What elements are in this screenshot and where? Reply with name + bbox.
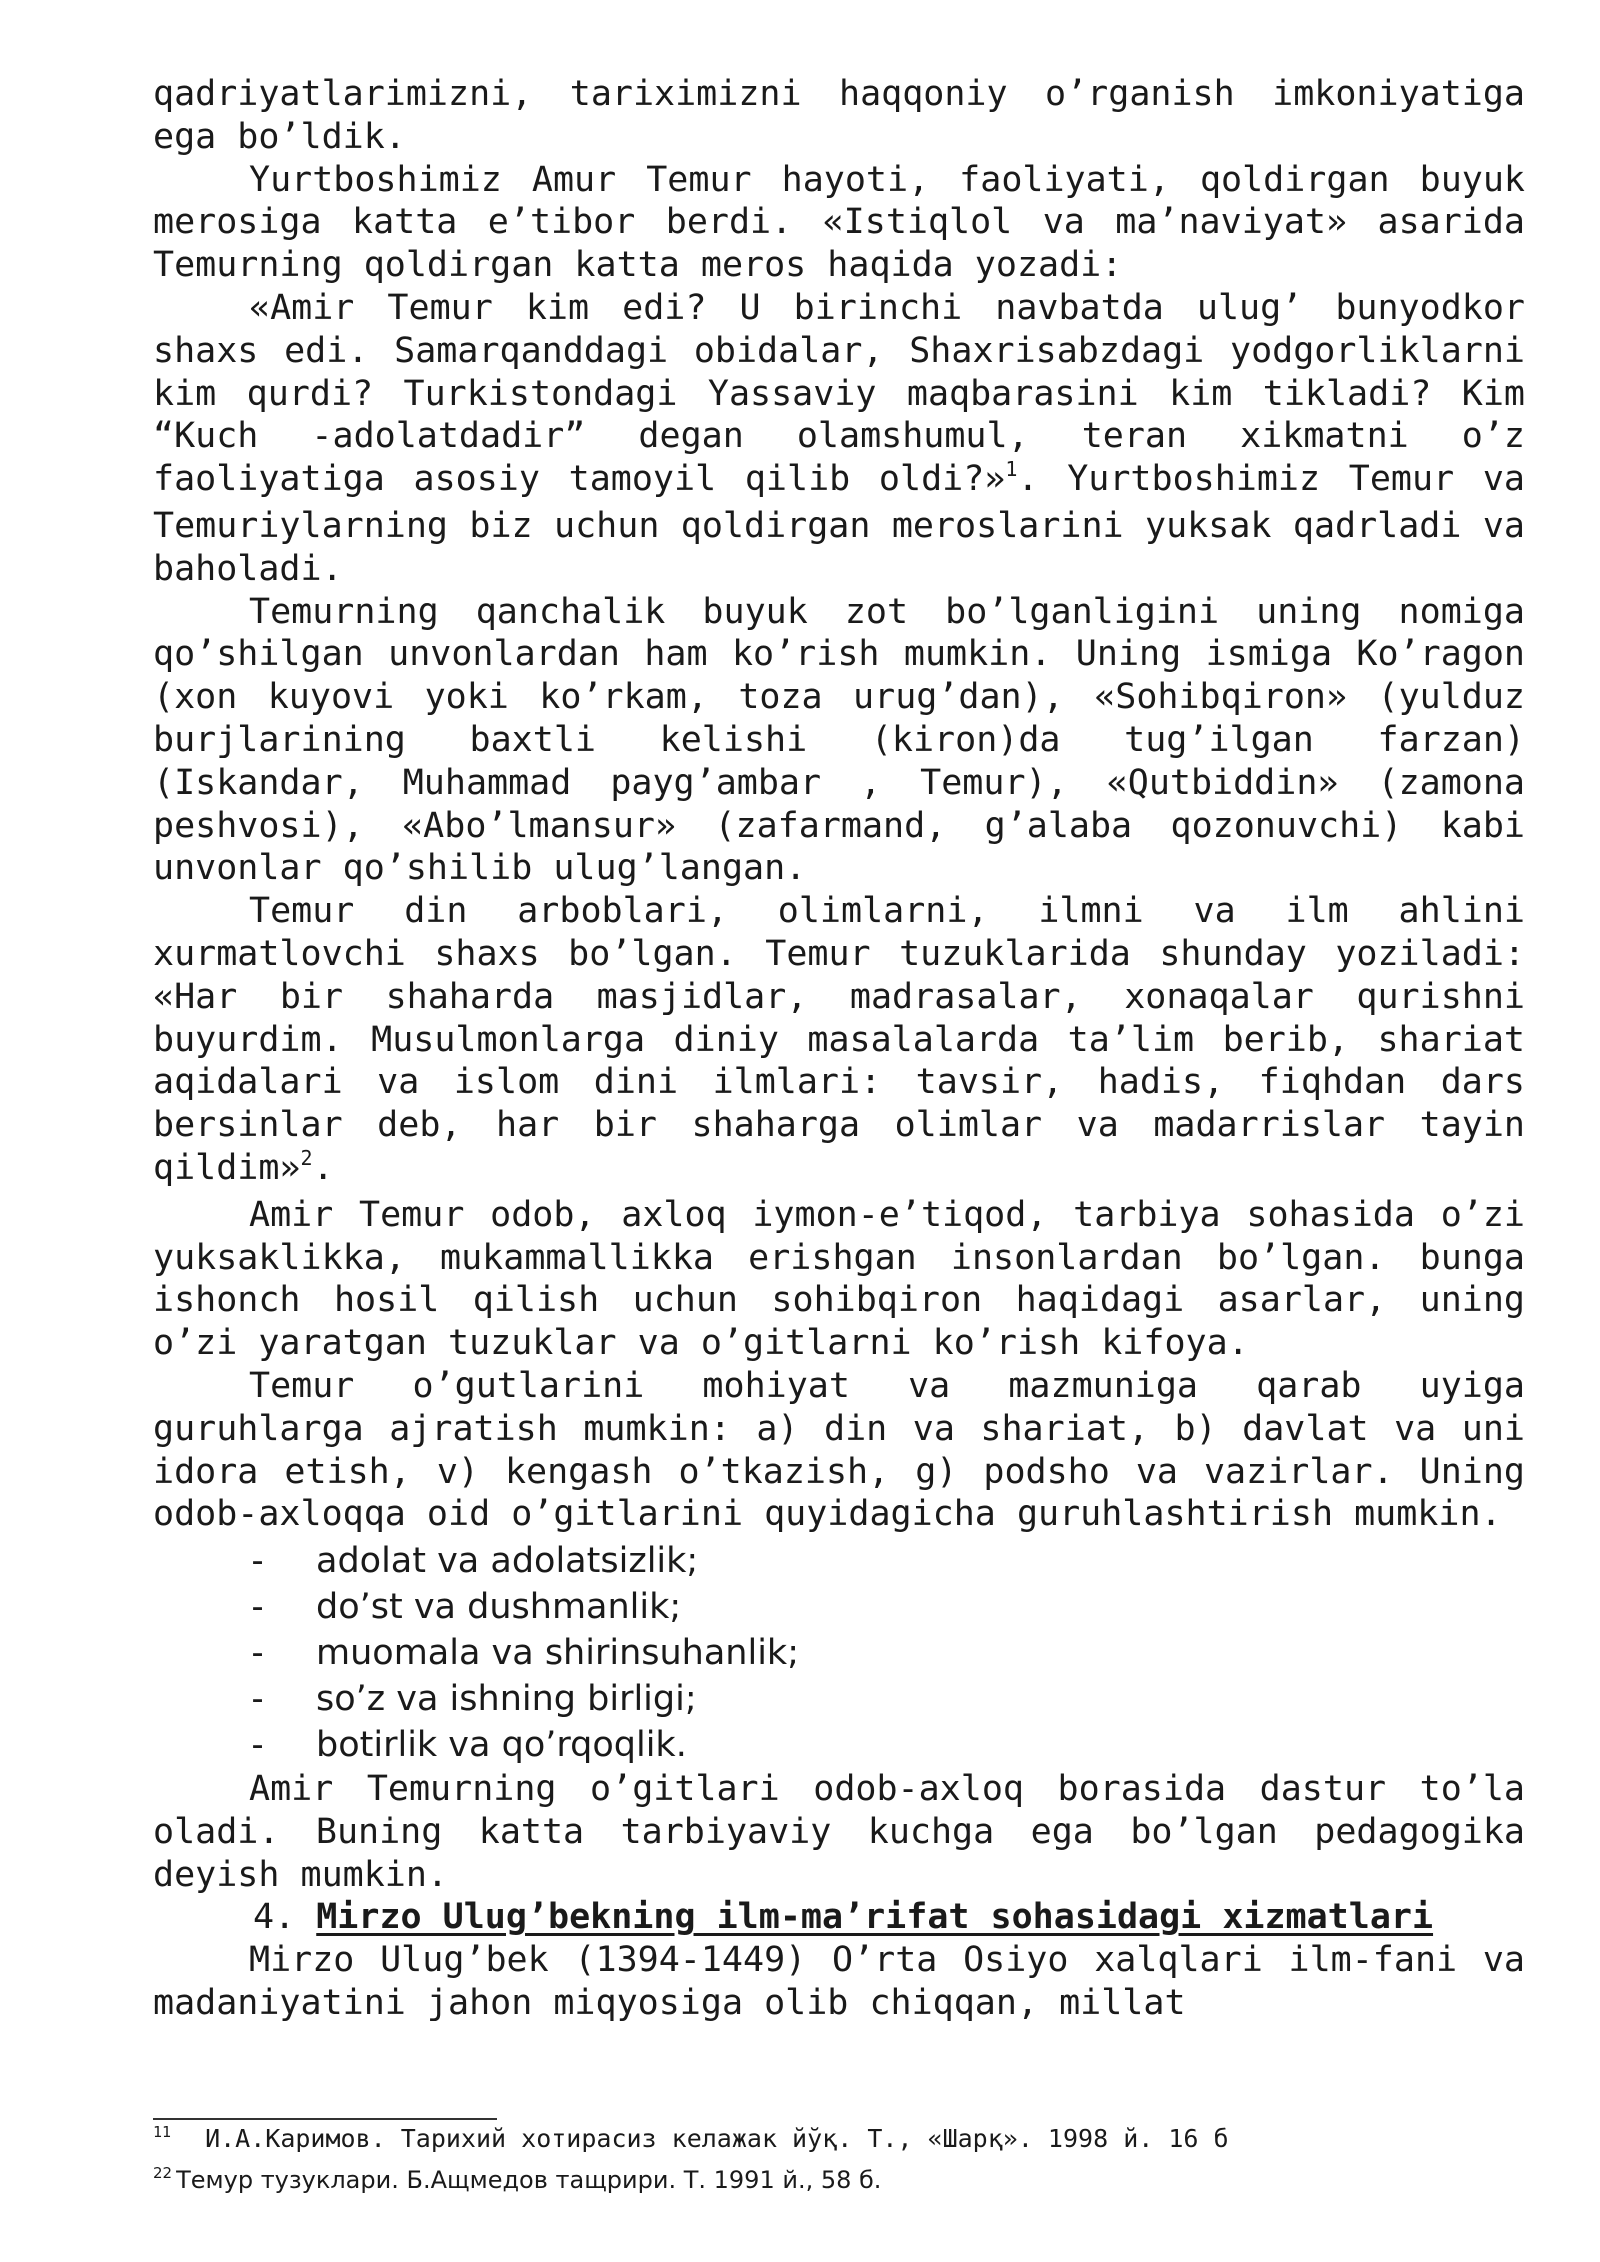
paragraph-continuation: qadriyatlarimizni, tariximizni haqqoniy o’rganish imkoniyatiga ega bo’ldik.	[153, 74, 1525, 157]
footnote-2	[153, 2165, 881, 2198]
footnote-mark: 22	[153, 2164, 173, 2182]
paragraph-din-arboblari	[153, 890, 1525, 1194]
footnote-ref-2[interactable]: 2	[300, 1145, 313, 1170]
footnote-mark: 11	[153, 2123, 172, 2141]
quote-tail: . Yurtboshimiz Temur va Temuriylarning biz uchun qoldirgan meroslarini yuksak qadrladi va baholadi.	[153, 459, 1525, 589]
list-item-text: so’z va ishning birligi;	[316, 1679, 697, 1720]
footnote-text: И.А.Каримов. Тарихий хотирасиз келажак йўқ. Т., «Шарқ». 1998 й. 16 б	[205, 2124, 1229, 2153]
paragraph-text: Temur din arboblari, olimlarni, ilmni va ilm ahlini xurmatlovchi shaxs bo’lgan. Temur tuzuklarida shunday yoziladi: «Har bir shaharda masjidlar, madrasalar, xonaqalar qurishni buyurdim. Musulmonlarga diniy masalalarda ta’lim berib, shariat aqidalari va islom dini ilmlari: tavsir, hadis, fiqhdan dars bersinlar deb, har bir shaharga olimlar va madarrislar tayin qildim»	[153, 891, 1525, 1188]
footnote-text: Темур тузуклари. Б.Ащмедов тащрири. Т. 1991 й., 58 б.	[176, 2166, 882, 2194]
quote-text: «Amir Temur kim edi? U birinchi navbatda ulug’ bunyodkor shaxs edi. Samarqanddagi obidalar, Shaxrisabzdagi yodgorliklarni kim qurdi? Turkistondagi Yassaviy maqbarasini kim tikladi? Kim “Kuch -adolatdadir” degan olamshumul, teran xikmatni o’z faoliyatiga asosiy tamoyil qilib oldi?»	[153, 287, 1525, 500]
paragraph-yurtboshimiz: Yurtboshimiz Amur Temur hayoti, faoliyati, qoldirgan buyuk merosiga katta e’tibor berdi. «Istiqlol va ma’naviyat» asarida Temurning qoldirgan katta meros haqida yozadi:	[153, 159, 1525, 286]
list-item-text: adolat va adolatsizlik;	[316, 1541, 699, 1582]
dash-marker: -	[247, 1541, 269, 1582]
section-heading	[153, 1896, 1525, 1939]
paragraph-odob-axloq: Amir Temur odob, axloq iymon-e’tiqod, tarbiya sohasida o’zi yuksaklikka, mukammallikka erishgan insonlardan bo’lgan. bunga ishonch hosil qilish uchun sohibqiron haqidagi asarlar, uning o’zi yaratgan tuzuklar va o’gitlarni ko’rish kifoya.	[153, 1194, 1525, 1364]
list-item-text: do’st va dushmanlik;	[316, 1587, 682, 1628]
footnote-separator	[153, 2118, 497, 2120]
list-item-text: muomala va shirinsuhanlik;	[316, 1633, 799, 1674]
list-item	[153, 1676, 1525, 1722]
list-item	[153, 1722, 1525, 1768]
paragraph-unvonlar: Temurning qanchalik buyuk zot bo’lganligini uning nomiga qo’shilgan unvonlardan ham ko’rish mumkin. Uning ismiga Ko’ragon (xon kuyovi yoki ko’rkam, toza urug’dan), «Sohibqiron» (yulduz burjlarining baxtli kelishi (kiron)da tug’ilgan farzan) (Iskandar, Muhammad payg’ambar , Temur), «Qutbiddin» (zamona peshvosi), «Abo’lmansur» (zafarmand, g’alaba qozonuvchi) kabi unvonlar qo’shilib ulug’langan.	[153, 591, 1525, 889]
dash-marker: -	[247, 1725, 269, 1766]
paragraph-ogitlar-dastur: Amir Temurning o’gitlari odob-axloq borasida dastur to’la oladi. Buning katta tarbiyaviy kuchga ega bo’lgan pedagogika deyish mumkin.	[153, 1769, 1525, 1895]
paragraph-end: .	[312, 1147, 334, 1188]
document-page	[153, 73, 1525, 2025]
list-item	[153, 1584, 1525, 1630]
heading-number: 4.	[253, 1897, 296, 1938]
paragraph-ogutlar: Temur o’gutlarini mohiyat va mazmuniga qarab uyiga guruhlarga ajratish mumkin: a) din va shariat, b) davlat va uni idora etish, v) kengash o’tkazish, g) podsho va vazirlar. Uning odob-axloqqa oid o’gitlarini quyidagicha guruhlashtirish mumkin.	[153, 1365, 1525, 1535]
dash-marker: -	[247, 1587, 269, 1628]
list-item-text: botirlik va qo’rqoqlik.	[316, 1725, 687, 1766]
footnote-ref-1[interactable]: 1	[1005, 457, 1018, 482]
dash-marker: -	[247, 1633, 269, 1674]
paragraph-quote-amir-temur	[153, 287, 1525, 591]
bullet-list	[153, 1538, 1525, 1768]
paragraph-ulugbek: Mirzo Ulug’bek (1394-1449) O’rta Osiyo xalqlari ilm-fani va madaniyatini jahon miqyosiga olib chiqqan, millat	[153, 1940, 1525, 2024]
list-item	[153, 1630, 1525, 1676]
dash-marker: -	[247, 1679, 269, 1720]
list-item	[153, 1538, 1525, 1584]
footnote-1	[153, 2124, 1229, 2157]
heading-text: Mirzo Ulug’bekning ilm-ma’rifat sohasidagi xizmatlari	[316, 1897, 1434, 1938]
